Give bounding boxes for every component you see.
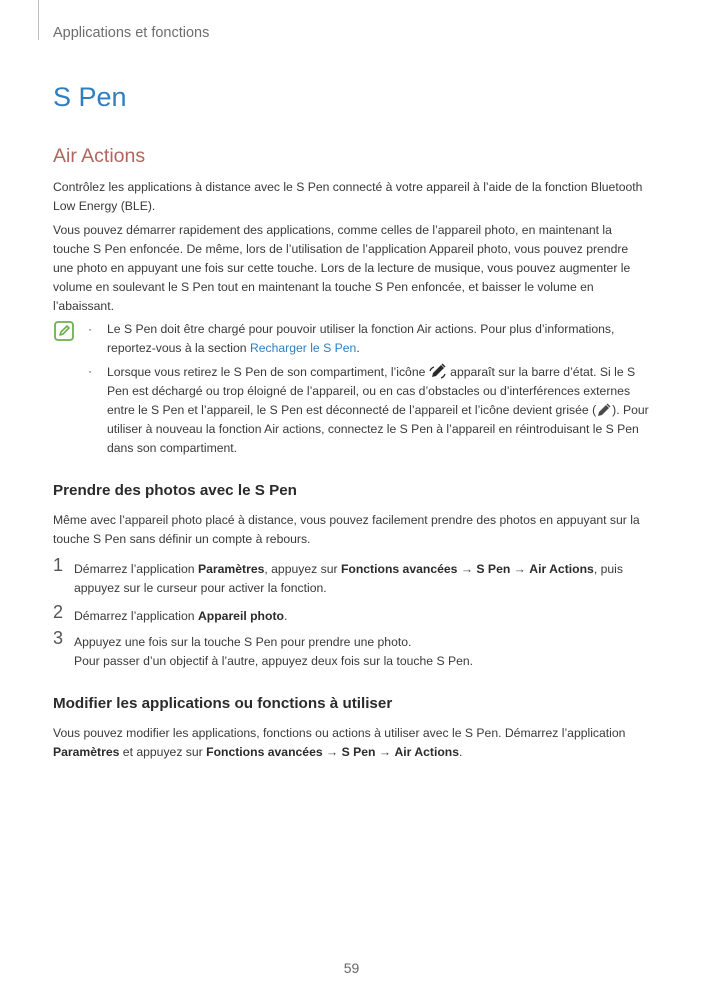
step-text: Démarrez l’application <box>74 562 198 576</box>
menu-settings: Paramètres <box>197 562 265 576</box>
menu-air-actions: Air Actions <box>394 745 460 759</box>
modify-text: . <box>459 745 463 759</box>
running-header: Applications et fonctions <box>53 25 210 41</box>
step-number: 3 <box>53 628 64 648</box>
recharge-link[interactable]: Recharger le S Pen <box>249 341 357 355</box>
header-rule <box>38 0 39 40</box>
menu-s-pen: S Pen <box>341 745 376 759</box>
note-text: Lorsque vous retirez le S Pen de son compartiment, l’icône <box>107 365 429 379</box>
app-camera: Appareil photo <box>197 609 284 623</box>
step-subtext: Pour passer d’un objectif à l’autre, appuyez deux fois sur la touche S Pen. <box>74 654 474 668</box>
step-text: . <box>283 609 288 623</box>
bullet-dot: · <box>88 322 93 336</box>
modify-text: Vous pouvez modifier les applications, fonctions ou actions à utiliser avec le S Pen. Démarrez l’application <box>53 726 626 740</box>
menu-s-pen: S Pen <box>476 562 511 576</box>
intro-paragraph-1: Contrôlez les applications à distance avec le S Pen connecté à votre appareil à l’aide de la fonction Bluetooth Low Energy (BLE). <box>53 180 643 213</box>
step-text: , puis appuyez sur le curseur pour activer la fonction. <box>74 562 623 595</box>
modify-paragraph <box>53 724 649 762</box>
arrow: → <box>375 745 395 759</box>
menu-air-actions: Air Actions <box>529 562 594 576</box>
photos-intro: Même avec l’appareil photo placé à distance, vous pouvez facilement prendre des photos en appuyant sur la touche S Pen sans définir un compte à rebours. <box>53 513 640 546</box>
menu-settings: Paramètres <box>53 745 120 759</box>
bullet-dot: · <box>88 364 93 378</box>
note-text-end: . <box>356 341 360 355</box>
step-number: 2 <box>53 602 64 622</box>
arrow: → <box>457 562 477 576</box>
arrow: → <box>510 562 530 576</box>
note-bullet-2 <box>88 362 650 458</box>
step-text: Appuyez une fois sur la touche S Pen pour prendre une photo. <box>74 635 412 649</box>
note-pencil-icon <box>54 321 74 341</box>
modify-text: et appuyez sur <box>119 745 207 759</box>
spen-disconnected-icon <box>596 402 612 418</box>
page-title: S Pen <box>53 82 127 112</box>
step-3 <box>53 628 649 671</box>
step-text: Démarrez l’application <box>74 609 198 623</box>
section-heading: Air Actions <box>53 145 146 167</box>
note-bullet-1 <box>88 320 650 358</box>
arrow: → <box>322 745 342 759</box>
step-number: 1 <box>53 555 64 575</box>
step-2 <box>53 602 649 626</box>
intro-paragraph-2: Vous pouvez démarrer rapidement des applications, comme celles de l’appareil photo, en maintenant la touche S Pen enfoncée. De même, lors de l’utilisation de l’application Appareil photo, vous pouvez prendre une photo en appuyant une fois sur cette touche. Lors de la lecture de musique, vous pouvez augmenter le volume en soulevant le S Pen tout en maintenant la touche S Pen enfoncée, et baisser le volume en l’abaissant. <box>53 223 631 313</box>
photos-heading: Prendre des photos avec le S Pen <box>53 482 297 499</box>
step-1 <box>53 555 649 598</box>
menu-advanced-features: Fonctions avancées <box>340 562 458 576</box>
menu-advanced-features: Fonctions avancées <box>206 745 323 759</box>
page-number: 59 <box>343 960 360 976</box>
note-text: ). Pour utiliser à nouveau la fonction Air actions, connectez le S Pen à l’appareil en réintroduisant le S Pen dans son compartiment. <box>107 403 649 455</box>
spen-connected-icon <box>429 362 447 380</box>
note-text: Le S Pen doit être chargé pour pouvoir utiliser la fonction Air actions. Pour plus d’informations, reportez-vous à la section <box>107 322 615 355</box>
note-text: apparaît sur la barre d’état. Si le S Pen est déchargé ou trop éloigné de l’appareil, ou en cas d’obstacles ou d’interférences externes entre le S Pen et l’appareil, le S Pen est déconnecté de l’appareil et l’icône devient grisée ( <box>107 365 636 417</box>
step-text: , appuyez sur <box>264 562 341 576</box>
modify-heading: Modifier les applications ou fonctions à utiliser <box>53 695 393 712</box>
